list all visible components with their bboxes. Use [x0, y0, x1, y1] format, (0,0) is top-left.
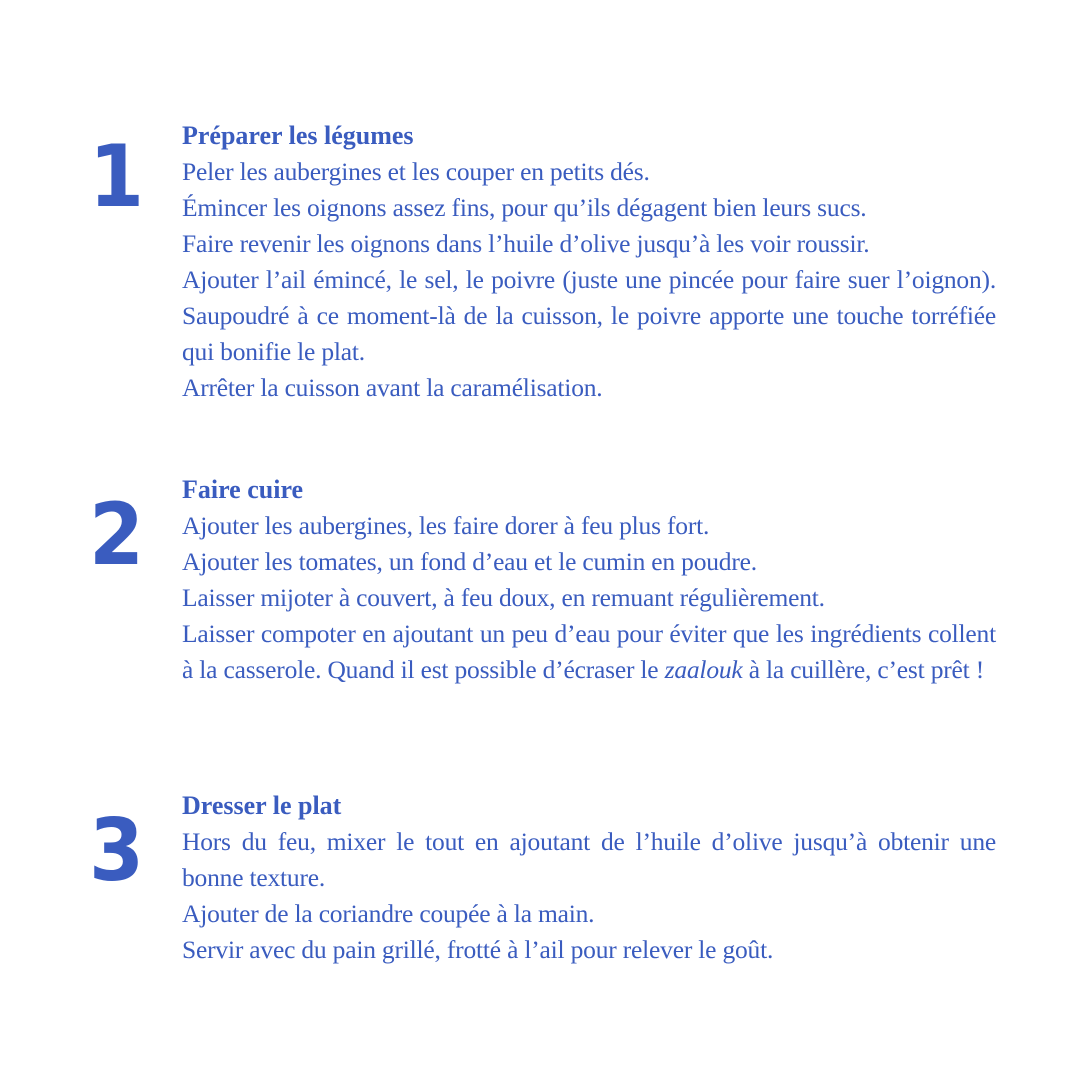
instruction-text: Laisser compoter en ajoutant un peu d’eau pour éviter que les ingrédients collent à la casserole. Quand il est possible d’écraser le: [182, 619, 996, 684]
step-title: Dresser le plat: [182, 791, 342, 820]
instruction-line: Ajouter les tomates, un fond d’eau et le cumin en poudre.: [182, 547, 757, 576]
instruction-line: Ajouter l’ail émincé, le sel, le poivre (juste une pincée pour faire suer l’oignon). Saupoudré à ce moment-là de la cuisson, le poivre apporte une touche torréfiée qui bonifie le plat.: [182, 265, 996, 366]
step-title: Préparer les légumes: [182, 121, 414, 150]
instruction-line: [182, 616, 996, 688]
instruction-line: Hors du feu, mixer le tout en ajoutant de l’huile d’olive jusqu’à obtenir une bonne texture.: [182, 827, 996, 892]
step-number: 2: [88, 485, 145, 585]
instruction-line: Arrêter la cuisson avant la caramélisation.: [182, 373, 603, 402]
instruction-line: Ajouter de la coriandre coupée à la main.: [182, 899, 595, 928]
instruction-line: Ajouter les aubergines, les faire dorer à feu plus fort.: [182, 511, 710, 540]
dish-name-italic: zaalouk: [664, 655, 743, 684]
instruction-line: Laisser mijoter à couvert, à feu doux, en remuant régulièrement.: [182, 583, 825, 612]
instruction-text: à la cuillère, c’est prêt !: [742, 655, 985, 684]
step-title: Faire cuire: [182, 475, 304, 504]
step-body: [182, 788, 996, 968]
step-number: 3: [88, 801, 145, 901]
instruction-line: Émincer les oignons assez fins, pour qu’ils dégagent bien leurs sucs.: [182, 193, 867, 222]
instruction-line: Faire revenir les oignons dans l’huile d’olive jusqu’à les voir roussir.: [182, 229, 870, 258]
step-number: 1: [88, 127, 145, 227]
instruction-line: Servir avec du pain grillé, frotté à l’ail pour relever le goût.: [182, 935, 774, 964]
instruction-line: Peler les aubergines et les couper en petits dés.: [182, 157, 650, 186]
step-body: [182, 118, 996, 406]
step-body: [182, 472, 996, 688]
